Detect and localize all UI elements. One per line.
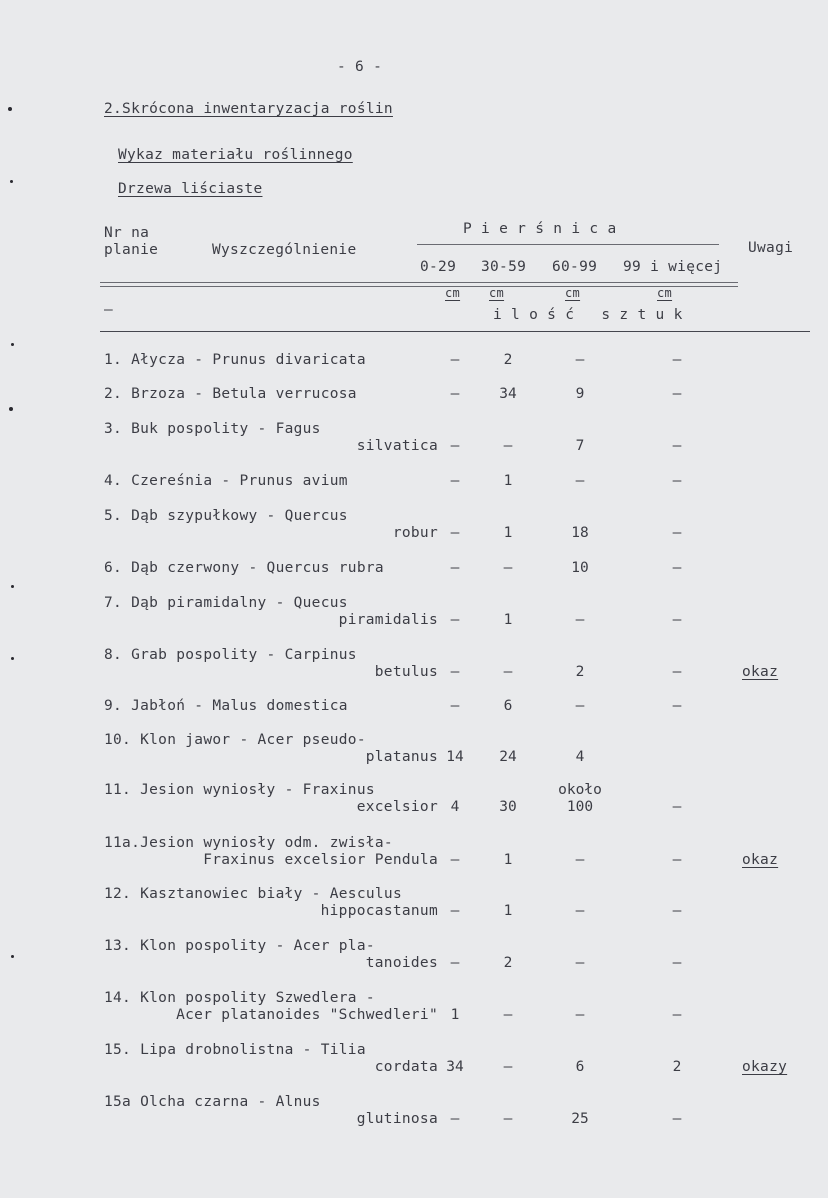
row-name: 15a Olcha czarna - Alnus xyxy=(104,1094,321,1110)
row-value: – xyxy=(672,473,682,489)
row-value: – xyxy=(672,1007,682,1023)
row-value: 2 xyxy=(575,664,585,680)
header-group: P i e r ś n i c a xyxy=(463,221,617,237)
row-value: – xyxy=(575,955,585,971)
row-value: 25 xyxy=(571,1111,589,1127)
row-value: 34 xyxy=(499,386,517,402)
row-name: 1. Ałycza - Prunus divaricata xyxy=(104,352,366,368)
row-value: 7 xyxy=(575,438,585,454)
row-name: 4. Czereśnia - Prunus avium xyxy=(104,473,348,489)
page-number: - 6 - xyxy=(337,59,383,75)
row-value: – xyxy=(503,560,513,576)
row-value: 9 xyxy=(575,386,585,402)
row-value: – xyxy=(672,664,682,680)
margin-dot xyxy=(11,955,14,958)
row-value: 34 xyxy=(446,1059,464,1075)
row-note: okaz xyxy=(742,664,779,680)
range-0-29: 0-29 xyxy=(420,259,457,275)
row-value: 1 xyxy=(503,473,513,489)
row-value: – xyxy=(503,664,513,680)
row-value: – xyxy=(672,386,682,402)
row-value: – xyxy=(672,698,682,714)
row-value: – xyxy=(450,1111,460,1127)
row-name: 11. Jesion wyniosły - Fraxinus xyxy=(104,782,375,798)
margin-dot xyxy=(10,180,13,183)
row-value: 2 xyxy=(503,352,513,368)
margin-dot xyxy=(11,657,14,660)
row-value: 6 xyxy=(575,1059,585,1075)
row-value: – xyxy=(672,438,682,454)
row-value: – xyxy=(672,955,682,971)
row-value: – xyxy=(450,955,460,971)
row-name: 6. Dąb czerwony - Quercus rubra xyxy=(104,560,384,576)
row-value: 1 xyxy=(503,612,513,628)
unit-cm-4: cm xyxy=(657,286,673,300)
header-notes: Uwagi xyxy=(748,240,794,256)
row-value: – xyxy=(450,664,460,680)
row-value: – xyxy=(672,560,682,576)
row-value: – xyxy=(672,1111,682,1127)
header-group-rule xyxy=(417,244,719,245)
row-name: 15. Lipa drobnolistna - Tilia xyxy=(104,1042,366,1058)
list-subheading: Wykaz materiału roślinnego xyxy=(118,147,353,163)
row-value: 1 xyxy=(503,525,513,541)
row-value: – xyxy=(672,352,682,368)
row-value: 30 xyxy=(499,799,517,815)
margin-dot xyxy=(11,585,14,588)
header-nr-line2: planie xyxy=(104,242,159,258)
row-value: – xyxy=(450,852,460,868)
row-name-continued: tanoides xyxy=(365,955,438,971)
row-name-continued: glutinosa xyxy=(356,1111,438,1127)
row-note: okaz xyxy=(742,852,779,868)
row-value: – xyxy=(503,1007,513,1023)
row-name: 10. Klon jawor - Acer pseudo- xyxy=(104,732,366,748)
row-name: 11a.Jesion wyniosły odm. zwisła- xyxy=(104,835,393,851)
row-value: – xyxy=(672,799,682,815)
header-rule-3 xyxy=(100,331,810,332)
margin-dot xyxy=(9,407,13,411)
row-value: – xyxy=(575,852,585,868)
row-value: – xyxy=(450,903,460,919)
unit-cm-3: cm xyxy=(565,286,581,300)
unit-cm-1: cm xyxy=(445,286,461,300)
margin-dot xyxy=(8,107,12,111)
row-value: – xyxy=(575,903,585,919)
row-name-continued: betulus xyxy=(374,664,438,680)
row-name: 9. Jabłoń - Malus domestica xyxy=(104,698,348,714)
row-value: 1 xyxy=(503,852,513,868)
row-value: – xyxy=(672,852,682,868)
row-name-continued: silvatica xyxy=(356,438,438,454)
row-name-continued: excelsior xyxy=(356,799,438,815)
row-value: – xyxy=(672,525,682,541)
row-value: 14 xyxy=(446,749,464,765)
row-name: 2. Brzoza - Betula verrucosa xyxy=(104,386,357,402)
row-value: – xyxy=(450,352,460,368)
row-value: – xyxy=(672,903,682,919)
row-value: – xyxy=(450,560,460,576)
row-value: – xyxy=(672,612,682,628)
range-99-plus: 99 i więcej xyxy=(623,259,723,275)
unit-cm-2: cm xyxy=(489,286,505,300)
row-name-continued: cordata xyxy=(374,1059,438,1075)
row-value: – xyxy=(450,525,460,541)
row-value: – xyxy=(503,1059,513,1075)
row-value: 4 xyxy=(450,799,460,815)
row-value: – xyxy=(450,386,460,402)
row-name-continued: platanus xyxy=(365,749,438,765)
row-name-continued: Acer platanoides "Schwedleri" xyxy=(176,1007,438,1023)
row-name: 7. Dąb piramidalny - Quecus xyxy=(104,595,348,611)
margin-dot xyxy=(11,343,14,346)
row-name-continued: Fraxinus excelsior Pendula xyxy=(203,852,438,868)
row-value: 4 xyxy=(575,749,585,765)
row-value: 18 xyxy=(571,525,589,541)
row-value: – xyxy=(575,1007,585,1023)
row-name: 14. Klon pospolity Szwedlera - xyxy=(104,990,375,1006)
row-name: 13. Klon pospolity - Acer pla- xyxy=(104,938,375,954)
row-value: – xyxy=(575,698,585,714)
row-value: – xyxy=(450,438,460,454)
row-value: około 100 xyxy=(558,782,602,815)
row-note: okazy xyxy=(742,1059,788,1075)
row-value: – xyxy=(575,473,585,489)
row-value: 10 xyxy=(571,560,589,576)
row-value: – xyxy=(575,352,585,368)
header-rule-2 xyxy=(100,286,738,287)
category-heading: Drzewa liściaste xyxy=(118,181,263,197)
row-name: 3. Buk pospolity - Fagus xyxy=(104,421,321,437)
row-value: – xyxy=(575,612,585,628)
dash-placeholder: — xyxy=(104,302,114,318)
row-value: 1 xyxy=(450,1007,460,1023)
row-name: 5. Dąb szypułkowy - Quercus xyxy=(104,508,348,524)
row-value: – xyxy=(503,438,513,454)
row-value: 2 xyxy=(672,1059,682,1075)
range-30-59: 30-59 xyxy=(481,259,527,275)
row-name-continued: hippocastanum xyxy=(320,903,438,919)
row-value: 6 xyxy=(503,698,513,714)
row-name-continued: robur xyxy=(392,525,438,541)
row-value: – xyxy=(450,698,460,714)
header-rule-1 xyxy=(100,282,738,283)
row-value: 24 xyxy=(499,749,517,765)
row-name: 8. Grab pospolity - Carpinus xyxy=(104,647,357,663)
header-nr-line1: Nr na xyxy=(104,225,150,241)
row-value: – xyxy=(450,612,460,628)
header-name: Wyszczególnienie xyxy=(212,242,357,258)
range-60-99: 60-99 xyxy=(552,259,598,275)
row-value: 1 xyxy=(503,903,513,919)
row-value: – xyxy=(503,1111,513,1127)
count-label: i l o ś ć s z t u k xyxy=(493,307,683,323)
section-heading: 2.Skrócona inwentaryzacja roślin xyxy=(104,101,393,117)
row-value: – xyxy=(450,473,460,489)
row-name: 12. Kasztanowiec biały - Aesculus xyxy=(104,886,402,902)
row-name-continued: piramidalis xyxy=(338,612,438,628)
row-value: 2 xyxy=(503,955,513,971)
